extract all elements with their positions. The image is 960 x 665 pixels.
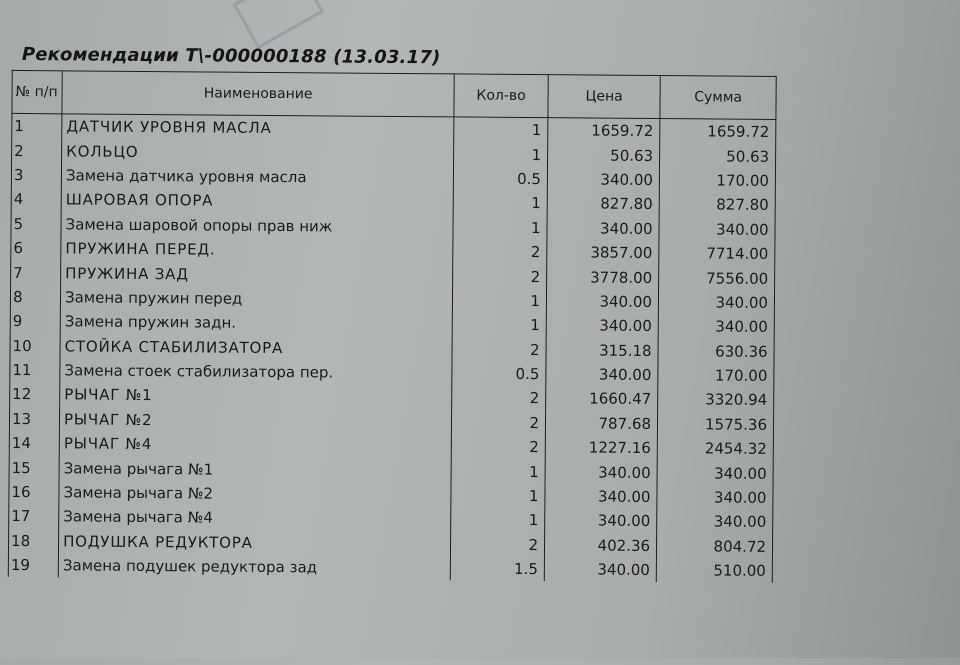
row-number: 6 <box>11 236 61 261</box>
item-qty: 1 <box>453 191 547 216</box>
item-name: РЫЧАГ №2 <box>59 407 451 434</box>
item-sum: 340.00 <box>657 460 773 485</box>
item-qty: 1 <box>452 288 546 313</box>
row-number: 4 <box>11 187 61 212</box>
row-number: 5 <box>11 211 61 236</box>
row-number: 17 <box>9 504 59 529</box>
item-price: 340.00 <box>544 557 656 582</box>
row-number: 16 <box>9 480 59 505</box>
row-number: 3 <box>11 163 61 188</box>
item-name: Замена датчика уровня масла <box>61 163 453 190</box>
item-price: 340.00 <box>546 313 658 338</box>
item-sum: 340.00 <box>657 509 773 534</box>
item-qty: 0.5 <box>452 361 546 386</box>
item-price: 315.18 <box>546 338 658 363</box>
stamp-mark <box>232 0 324 49</box>
item-qty: 1 <box>451 459 545 484</box>
row-number: 14 <box>9 431 59 456</box>
item-price: 3857.00 <box>547 240 659 265</box>
header-sum: Сумма <box>660 76 776 120</box>
item-price: 1660.47 <box>546 386 658 411</box>
item-name: Замена пружин перед <box>60 285 452 312</box>
item-sum: 340.00 <box>657 485 773 510</box>
item-price: 340.00 <box>545 508 657 533</box>
item-name: РЫЧАГ №4 <box>59 431 451 458</box>
item-qty: 2 <box>453 264 547 289</box>
row-number: 18 <box>8 529 58 554</box>
row-number: 13 <box>9 407 59 432</box>
item-price: 1227.16 <box>545 435 657 460</box>
item-qty: 1 <box>451 508 545 533</box>
item-name: Замена рычага №1 <box>59 456 451 483</box>
item-qty: 1 <box>452 313 546 338</box>
item-name: Замена рычага №2 <box>59 480 451 507</box>
header-qty: Кол-во <box>454 74 548 118</box>
item-sum: 340.00 <box>659 217 775 242</box>
row-number: 7 <box>11 260 61 285</box>
item-sum: 3320.94 <box>658 387 774 412</box>
header-name: Наименование <box>62 71 454 117</box>
item-qty: 0.5 <box>453 166 547 191</box>
item-name: СТОЙКА СТАБИЛИЗАТОРА <box>60 334 452 361</box>
item-price: 402.36 <box>545 533 657 558</box>
item-name: Замена рычага №4 <box>59 505 451 532</box>
row-number: 11 <box>10 358 60 383</box>
item-qty: 2 <box>451 434 545 459</box>
item-sum: 1659.72 <box>660 119 776 145</box>
item-qty: 2 <box>452 386 546 411</box>
item-price: 827.80 <box>547 191 659 216</box>
item-qty: 2 <box>452 337 546 362</box>
item-sum: 340.00 <box>658 314 774 339</box>
item-name: Замена пружин задн. <box>60 309 452 336</box>
row-number: 1 <box>12 113 62 138</box>
item-sum: 1575.36 <box>657 412 773 437</box>
item-qty: 2 <box>451 410 545 435</box>
item-price: 1659.72 <box>548 118 660 144</box>
header-price: Цена <box>548 75 660 119</box>
header-num: № п/п <box>12 70 62 113</box>
item-sum: 510.00 <box>656 558 772 583</box>
item-price: 3778.00 <box>547 264 659 289</box>
row-number: 15 <box>9 455 59 480</box>
recommendations-table <box>8 70 777 583</box>
item-sum: 50.63 <box>660 143 776 168</box>
item-sum: 630.36 <box>658 339 774 364</box>
item-qty: 1.5 <box>450 556 544 581</box>
table-header-row <box>12 70 776 119</box>
item-name: Замена стоек стабилизатора пер. <box>60 358 452 385</box>
row-number: 2 <box>12 138 62 163</box>
item-price: 340.00 <box>545 460 657 485</box>
item-qty: 1 <box>454 142 548 167</box>
item-price: 340.00 <box>545 484 657 509</box>
item-price: 340.00 <box>546 362 658 387</box>
table-body <box>8 113 776 583</box>
row-number: 19 <box>8 553 58 578</box>
item-qty: 1 <box>454 117 548 143</box>
row-number: 9 <box>10 309 60 334</box>
item-name: КОЛЬЦО <box>62 139 454 166</box>
item-name: РЫЧАГ №1 <box>60 383 452 410</box>
item-name: ПРУЖИНА ПЕРЕД. <box>61 236 453 263</box>
item-price: 340.00 <box>546 289 658 314</box>
row-number: 10 <box>10 333 60 358</box>
item-sum: 170.00 <box>659 168 775 193</box>
item-name: ПРУЖИНА ЗАД <box>61 261 453 288</box>
item-sum: 804.72 <box>656 534 772 559</box>
item-sum: 827.80 <box>659 192 775 217</box>
item-sum: 7714.00 <box>659 241 775 266</box>
item-name: Замена подушек редуктора зад <box>58 553 450 580</box>
item-price: 340.00 <box>547 167 659 192</box>
row-number: 12 <box>10 382 60 407</box>
item-qty: 1 <box>453 215 547 240</box>
item-name: Замена шаровой опоры прав ниж <box>61 212 453 239</box>
item-price: 340.00 <box>547 216 659 241</box>
document-title: Рекомендации Т\-000000188 (13.03.17) <box>21 44 441 69</box>
row-number: 8 <box>10 285 60 310</box>
item-name: ДАТЧИК УРОВНЯ МАСЛА <box>62 114 454 142</box>
item-qty: 2 <box>453 239 547 264</box>
item-sum: 340.00 <box>658 290 774 315</box>
item-sum: 170.00 <box>658 363 774 388</box>
item-sum: 7556.00 <box>659 265 775 290</box>
table-row <box>8 553 772 583</box>
item-qty: 1 <box>451 483 545 508</box>
item-price: 50.63 <box>548 143 660 168</box>
item-name: ШАРОВАЯ ОПОРА <box>61 188 453 215</box>
item-price: 787.68 <box>545 411 657 436</box>
item-sum: 2454.32 <box>657 436 773 461</box>
item-name: ПОДУШКА РЕДУКТОРА <box>59 529 451 556</box>
item-qty: 2 <box>451 532 545 557</box>
